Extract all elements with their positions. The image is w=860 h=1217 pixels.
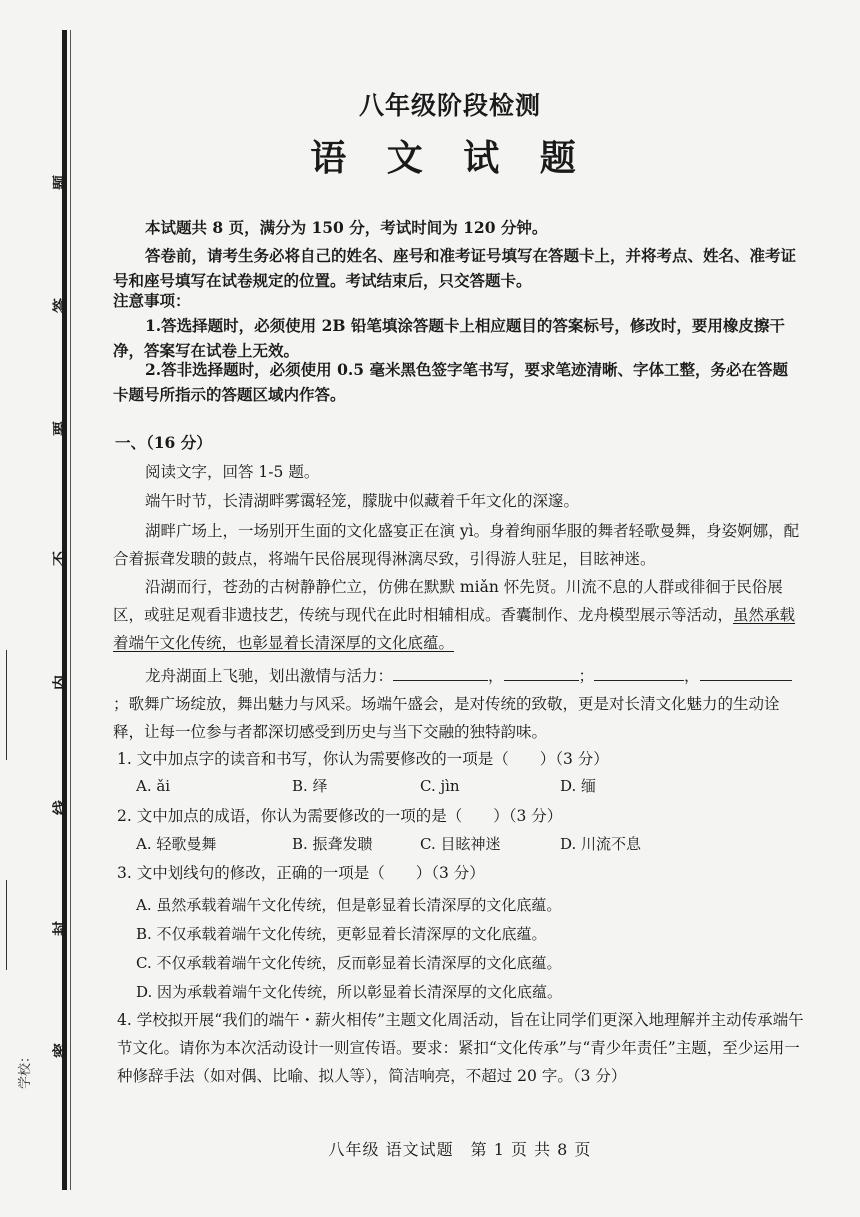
exam-title: 八年级阶段检测 bbox=[358, 91, 541, 120]
question-1-options bbox=[136, 775, 816, 797]
blank-1[interactable] bbox=[393, 666, 488, 681]
option-c[interactable]: C. jìn bbox=[420, 777, 460, 795]
option-b[interactable]: B. 不仅承载着端午文化传统，更彰显着长清深厚的文化底蕴。 bbox=[136, 925, 547, 943]
exam-info: 本试题共 8 页，满分为 150 分，考试时间为 120 分钟。 bbox=[145, 218, 548, 237]
note-1: 1.答选择题时，必须使用 2B 铅笔填涂答题卡上相应题目的答案标号，修改时，要用橡皮擦干净，答案写在试卷上无效。 bbox=[113, 316, 785, 360]
option-c[interactable]: C. 目眩神迷 bbox=[420, 835, 501, 853]
blank-2[interactable] bbox=[504, 666, 579, 681]
option-d[interactable]: D. 川流不息 bbox=[560, 835, 642, 853]
subject-title: 语 文 试 题 bbox=[310, 137, 590, 179]
option-b[interactable]: B. 振聋发聩 bbox=[292, 835, 373, 853]
passage-para-2: 湖畔广场上，一场别开生面的文化盛宴正在演 yì。身着绚丽华服的舞者轻歌曼舞，身姿婀娜，配合着振聋发聩的鼓点，将端午民俗展现得淋漓尽致，引得游人驻足，目眩神迷。 bbox=[113, 522, 800, 568]
binding-char: 线 bbox=[51, 799, 70, 816]
passage-para-4: 龙舟湖面上飞驰，划出激情与活力： ， ； ，；歌舞广场绽放，舞出魅力与风采。场端午盛会，是对传统的致敬，更是对长清文化魅力的生动诠释，让每一位参与者都深切感受到历史与当下交融的独特韵味。 bbox=[113, 662, 803, 746]
side-fill-line bbox=[6, 880, 7, 970]
passage-para-1: 端午时节，长清湖畔雾霭轻笼，朦胧中似藏着千年文化的深邃。 bbox=[145, 492, 580, 510]
blank-4[interactable] bbox=[700, 666, 792, 681]
page-footer: 八年级 语文试题 第 1 页 共 8 页 bbox=[328, 1140, 592, 1159]
binding-char: 要 bbox=[51, 420, 70, 437]
option-d[interactable]: D. 因为承载着端午文化传统，所以彰显着长清深厚的文化底蕴。 bbox=[136, 983, 563, 1001]
option-a[interactable]: A. ǎi bbox=[136, 777, 171, 795]
passage-para-4-rest: 歌舞广场绽放，舞出魅力与风采。场端午盛会，是对传统的致敬，更是对长清文化魅力的生动诠释，让每一位参与者都深切感受到历史与当下交融的独特韵味。 bbox=[113, 695, 780, 741]
question-4: 4. 学校拟开展“我们的端午・薪火相传”主题文化周活动，旨在让同学们更深入地理解并主动传承端午节文化。请你为本次活动设计一则宣传语。要求：紧扣“文化传承”与“青少年责任”主题，至少运用一种修辞手法（如对偶、比喻、拟人等），简洁响亮，不超过 20 字。（3 分） bbox=[117, 1011, 804, 1085]
binding-line bbox=[62, 30, 67, 1190]
passage-para-4-lead: 龙舟湖面上飞驰，划出激情与活力： bbox=[145, 667, 394, 685]
option-d[interactable]: D. 缅 bbox=[560, 777, 597, 795]
underlined-sentence: 虽然承载着端午文化传统，也彰显着长清深厚的文化底蕴。 bbox=[113, 606, 796, 652]
binding-char: 密 bbox=[51, 1042, 70, 1059]
option-a[interactable]: A. 轻歌曼舞 bbox=[136, 835, 217, 853]
reading-prompt: 阅读文字，回答 1-5 题。 bbox=[145, 463, 320, 481]
passage-para-3-text: 沿湖而行，苍劲的古树静静伫立，仿佛在默默 miǎn 怀先贤。川流不息的人群或徘徊于民俗展区，或驻足观看非遗技艺，传统与现代在此时相辅相成。香囊制作、龙舟模型展示等活动， bbox=[113, 578, 783, 624]
binding-line-thin bbox=[70, 30, 71, 1190]
binding-char: 内 bbox=[51, 674, 70, 691]
option-b[interactable]: B. 绎 bbox=[292, 777, 328, 795]
binding-char: 题 bbox=[51, 174, 70, 191]
question-1: 1. 文中加点字的读音和书写，你认为需要修改的一项是（ ）（3 分） bbox=[117, 750, 609, 768]
binding-char: 封 bbox=[51, 920, 70, 937]
question-3: 3. 文中划线句的修改，正确的一项是（ ）（3 分） bbox=[117, 864, 485, 882]
blank-3[interactable] bbox=[594, 666, 684, 681]
side-fill-line bbox=[6, 650, 7, 760]
note-2: 2.答非选择题时，必须使用 0.5 毫米黑色签字笔书写，要求笔迹清晰、字体工整，务必在答题卡题号所指示的答题区域内作答。 bbox=[113, 360, 788, 404]
passage-para-3 bbox=[113, 573, 803, 657]
section-heading: 一、（16 分） bbox=[115, 433, 212, 452]
instructions-text: 答卷前，请考生务必将自己的姓名、座号和准考证号填写在答题卡上，并将考点、姓名、准考证号和座号填写在试卷规定的位置。考试结束后，只交答题卡。 bbox=[113, 246, 797, 290]
question-2: 2. 文中加点的成语，你认为需要修改的一项的是（ ）（3 分） bbox=[117, 807, 563, 825]
question-2-options bbox=[136, 833, 816, 855]
option-c[interactable]: C. 不仅承载着端午文化传统，反而彰显着长清深厚的文化底蕴。 bbox=[136, 954, 562, 972]
binding-char: 答 bbox=[51, 297, 70, 314]
notes-heading: 注意事项： bbox=[113, 291, 191, 310]
question-3-options bbox=[136, 891, 816, 1007]
school-label: 学校： bbox=[18, 1049, 34, 1090]
binding-char: 不 bbox=[51, 550, 70, 567]
option-a[interactable]: A. 虽然承载着端午文化传统，但是彰显着长清深厚的文化底蕴。 bbox=[136, 896, 562, 914]
